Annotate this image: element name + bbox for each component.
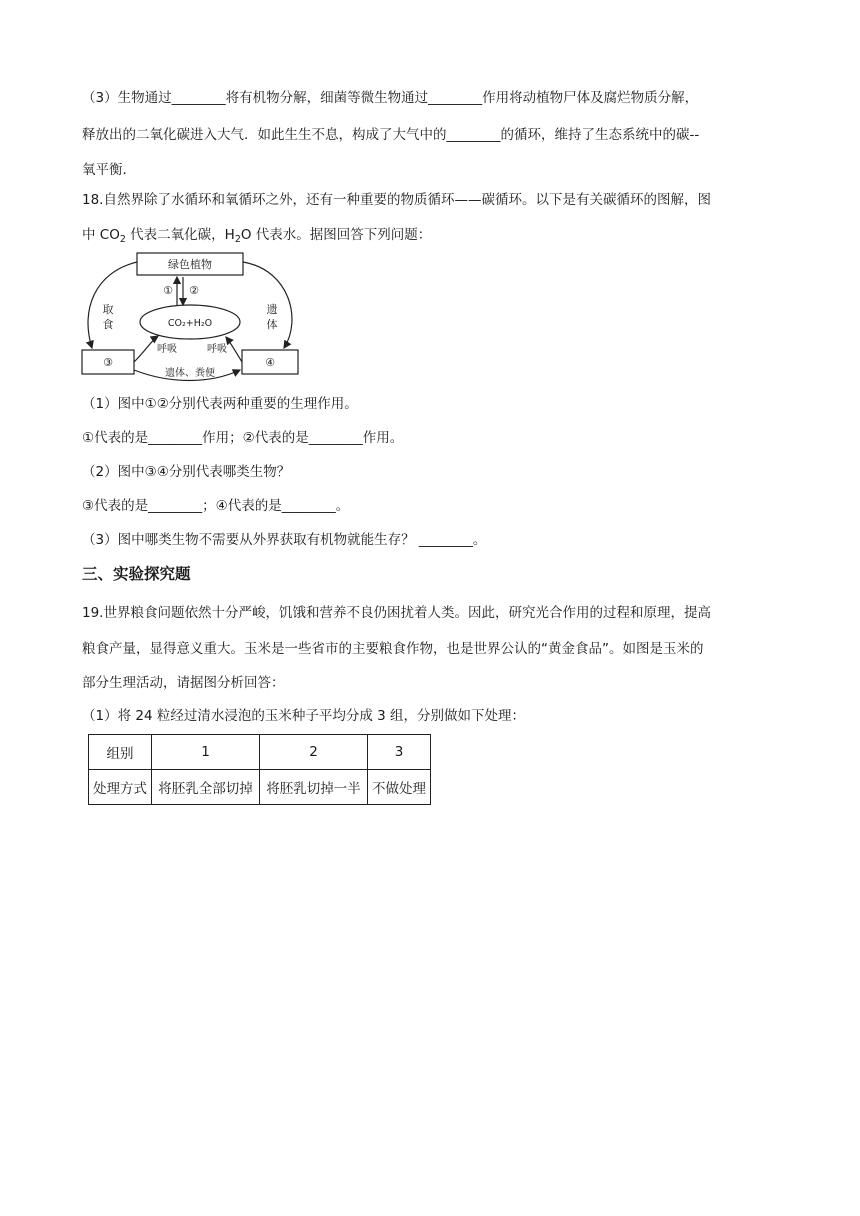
- table-row: [89, 770, 431, 805]
- q19-line-3: 部分生理活动，请据图分析回答：: [82, 675, 285, 691]
- section-3-title: 三、实验探究题: [82, 565, 191, 583]
- q17-3-line-2: 释放出的二氧化碳进入大气．如此生生不息，构成了大气中的________的循环，维持了生态系统中的碳--: [82, 127, 700, 143]
- right-resp-label: 呼吸: [207, 344, 227, 355]
- q19-line-1: 19.世界粮食问题依然十分严峻，饥饿和营养不良仍困扰着人类。因此，研究光合作用的过程和原理，提高: [82, 605, 711, 621]
- right-box-label: ④: [265, 356, 275, 369]
- left-arc-label-2: 食: [102, 318, 114, 331]
- right-resp-arrow: [226, 337, 242, 362]
- table-cell: 将胚乳全部切掉: [152, 770, 260, 805]
- carbon-cycle-diagram: [80, 250, 300, 386]
- table-row: [89, 735, 431, 770]
- q18-intro-line-1: 18.自然界除了水循环和氧循环之外，还有一种重要的物质循环——碳循环。以下是有关碳循环的图解，图: [82, 192, 711, 208]
- arrow-up-label: ①: [163, 284, 173, 297]
- table-cell: 处理方式: [89, 770, 152, 805]
- left-box-label: ③: [103, 356, 113, 369]
- seed-treatment-table: [88, 734, 431, 805]
- q19-p1: （1）将 24 粒经过清水浸泡的玉米种子平均分成 3 组，分别做如下处理：: [82, 708, 526, 724]
- right-arc-label-1: 遗: [266, 303, 278, 316]
- q18-p3: （3）图中哪类生物不需要从外界获取有机物就能生存？ ________。: [82, 532, 487, 548]
- table-header-cell: 3: [368, 735, 431, 770]
- top-box-label: 绿色植物: [168, 258, 212, 271]
- table-cell: 不做处理: [368, 770, 431, 805]
- left-resp-label: 呼吸: [157, 344, 177, 355]
- center-label: CO₂+H₂O: [167, 318, 213, 329]
- table-header-cell: 1: [152, 735, 260, 770]
- right-arc-label-2: 体: [266, 318, 278, 331]
- q17-3-line-1: （3）生物通过________将有机物分解，细菌等微生物通过________作用将动植物尸体及腐烂物质分解，: [82, 90, 699, 106]
- q18-p1-answer: ①代表的是________作用；②代表的是________作用。: [82, 430, 404, 446]
- q18-intro-line-2: 中 $CO_2$ 代表二氧化碳，$H_2O$ 代表水。据图回答下列问题：: [82, 227, 432, 245]
- table-cell: 将胚乳切掉一半: [260, 770, 368, 805]
- table-header-cell: 2: [260, 735, 368, 770]
- bottom-label: 遗体、粪便: [165, 368, 215, 379]
- q18-p1: （1）图中①②分别代表两种重要的生理作用。: [82, 396, 358, 412]
- left-arc-label-1: 取: [102, 303, 114, 316]
- q18-p2-answer: ③代表的是________；④代表的是________。: [82, 498, 350, 514]
- q19-line-2: 粮食产量，显得意义重大。玉米是一些省市的主要粮食作物，也是世界公认的“黄金食品”。如图是玉米的: [82, 641, 704, 657]
- left-resp-arrow: [134, 336, 158, 362]
- q18-p2: （2）图中③④分别代表哪类生物？: [82, 464, 291, 480]
- q17-3-line-3: 氧平衡．: [82, 162, 136, 178]
- arrow-down-label: ②: [189, 284, 199, 297]
- table-header-cell: 组别: [89, 735, 152, 770]
